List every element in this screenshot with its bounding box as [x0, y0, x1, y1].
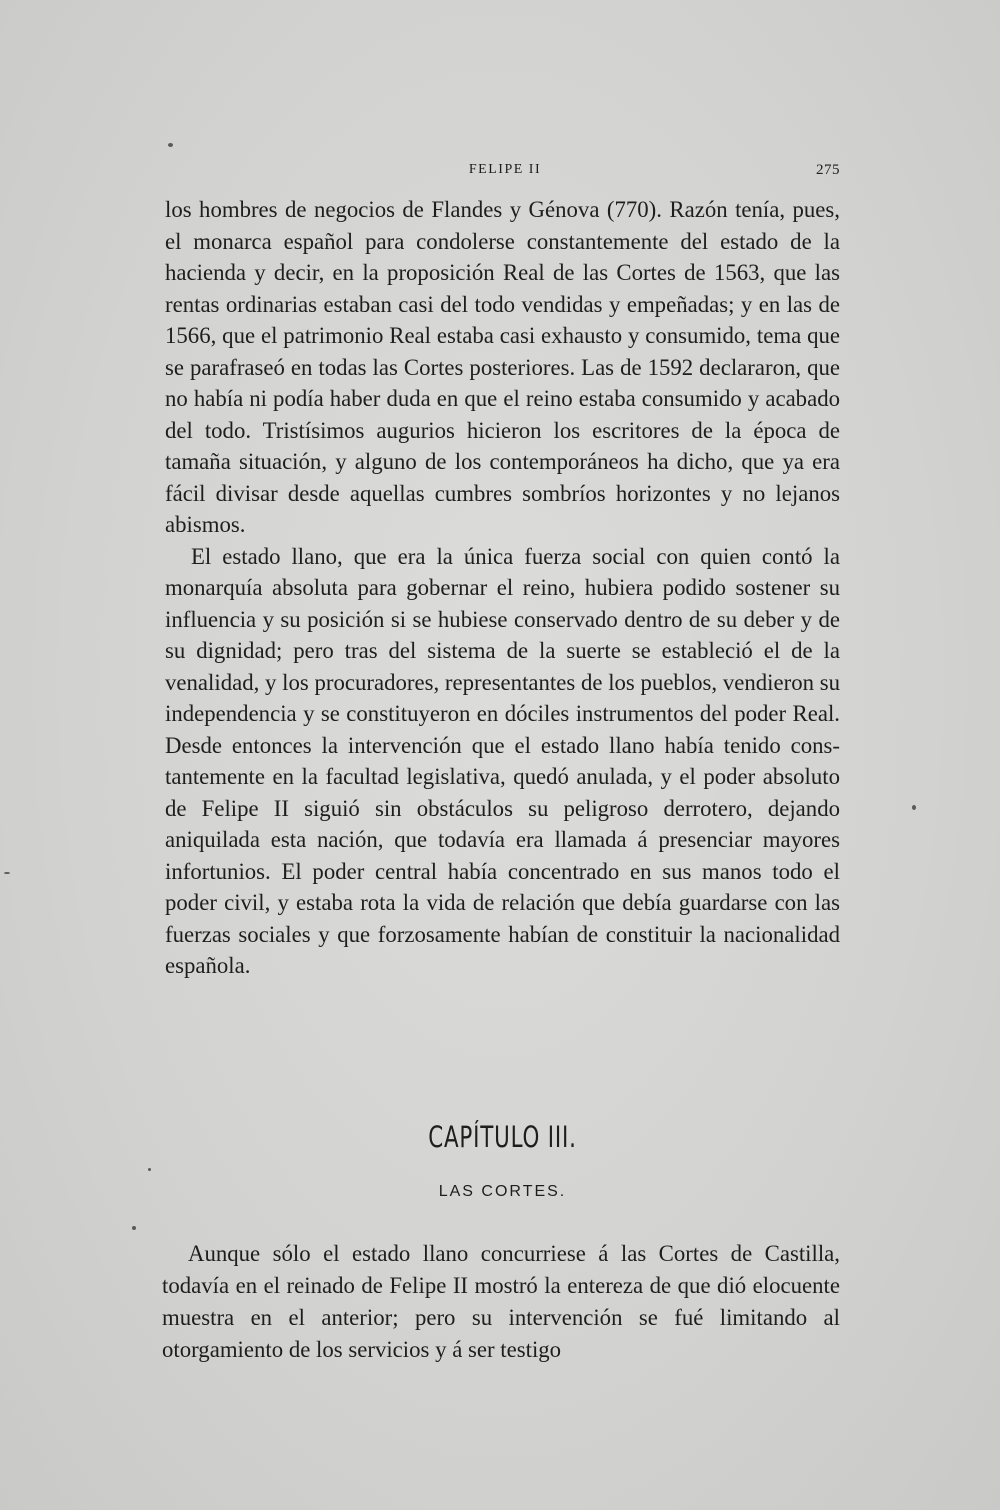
- ink-speck: [148, 1168, 151, 1171]
- paragraph-continuation: los hombres de negocios de Flandes y Génova (770). Razón tenía, pues, el monarca español para condolerse constantemente del estado de la hacienda y decir, en la proposición Real de las Cortes de 1563, que las rentas ordinarias estaban casi del todo vendidas y empeñadas; y en las de 1566, que el patrimonio Real estaba casi exhausto y consumido, tema que se parafraseó en todas las Cortes posteriores. Las de 1592 declararon, que no había ni podía haber duda en que el reino estaba consumido y acabado del todo. Tristísimos augurios hicieron los escritores de la época de tamaña situación, y alguno de los contemporáneos ha dicho, que ya era fácil divisar desde aquellas cumbres sombríos horizontes y no lejanos abismos.: [165, 197, 840, 537]
- ink-speck: [168, 143, 173, 147]
- chapter-opening-paragraph: Aunque sólo el estado llano concurriese á las Cortes de Castilla, todavía en el reinado de Felipe II mostró la entereza de que dió elocuente muestra en el anterior; pero su intervención se fué limitando al otorgamiento de los servicios y á ser testigo: [162, 1241, 840, 1362]
- ink-speck: [912, 805, 916, 810]
- paragraph: El estado llano, que era la única fuerza social con quien contó la monarquía absoluta para gobernar el reino, hubiera podido sostener su influencia y su posición si se hubiese conservado dentro de su deber y de su dignidad; pero tras del sistema de la suerte se estableció el de la venalidad, y los procuradores, representantes de los pueblos, vendieron su independencia y se constituyeron en dóciles instrumentos del poder Real. Desde entonces la intervención que el estado llano había tenido constantemente en la facultad legislativa, quedó anulada, y el poder absoluto de Felipe II siguió sin obstáculos su peligroso derrotero, dejando aniquilada esta nación, que todavía era llamada á presenciar mayores infortunios. El poder central había concentrado en sus manos todo el poder civil, y estaba rota la vida de relación que debía guardarse con las fuerzas sociales y que forzosamente habían de constituir la nacionalidad española.: [165, 543, 840, 978]
- page-number: 275: [816, 162, 840, 178]
- chapter-subtitle: LAS CORTES.: [438, 1183, 567, 1200]
- ink-speck: [132, 1226, 136, 1230]
- running-head: [170, 160, 840, 184]
- chapter-title: CAPÍTULO III.: [428, 1120, 577, 1154]
- running-title: FELIPE II: [468, 162, 542, 177]
- body-text: [165, 194, 840, 982]
- chapter-body-text: [162, 1238, 840, 1366]
- ink-speck: [4, 872, 10, 874]
